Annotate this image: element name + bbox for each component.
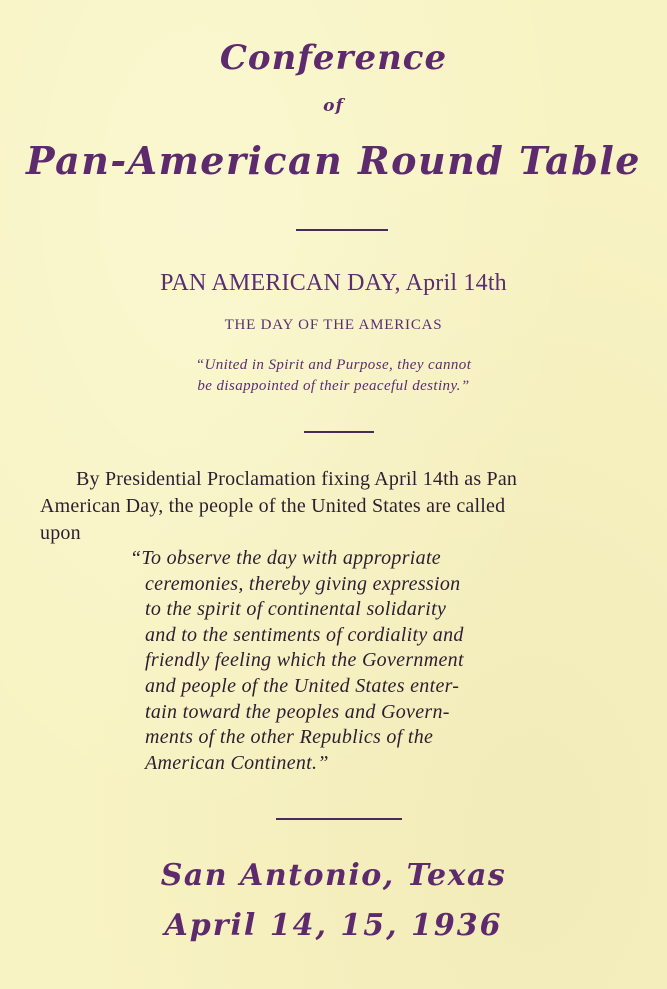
divider [276, 818, 402, 820]
pan-american-day-heading: PAN AMERICAN DAY, April 14th [160, 270, 507, 296]
location: San Antonio, Texas [160, 858, 507, 893]
divider [296, 229, 388, 231]
divider [304, 431, 374, 433]
mandate-line: ceremonies, thereby giving expression [145, 572, 461, 595]
unity-quote [0, 355, 667, 397]
mandate-line: and to the sentiments of cordiality and [145, 623, 464, 646]
mandate-line: tain toward the peoples and Govern- [145, 700, 450, 723]
title-of: of [323, 96, 344, 116]
mandate-line: “To observe the day with appropriate [130, 547, 441, 569]
proclamation-line: American Day, the people of the United States are called [40, 495, 506, 517]
title-conference: Conference [219, 38, 448, 78]
quote-line: “United in Spirit and Purpose, they cannot [195, 357, 472, 373]
quote-line: be disappointed of their peaceful destiny.” [197, 378, 470, 394]
mandate-line: American Continent.” [145, 751, 329, 774]
mandate-line: to the spirit of continental solidarity [145, 598, 447, 621]
conference-dates: April 14, 15, 1936 [164, 908, 503, 943]
proclamation-line: upon [40, 522, 81, 544]
title-round-table: Pan-American Round Table [26, 138, 641, 183]
mandate-line: friendly feeling which the Government [145, 649, 464, 672]
proclamation-line: By Presidential Proclamation fixing April 14th as Pan [76, 468, 518, 490]
day-of-americas-subheading: THE DAY OF THE AMERICAS [224, 317, 443, 333]
mandate-line: and people of the United States enter- [145, 674, 460, 697]
proclamation-quote [130, 546, 550, 776]
proclamation-paragraph [40, 466, 640, 547]
mandate-line: ments of the other Republics of the [145, 726, 434, 749]
